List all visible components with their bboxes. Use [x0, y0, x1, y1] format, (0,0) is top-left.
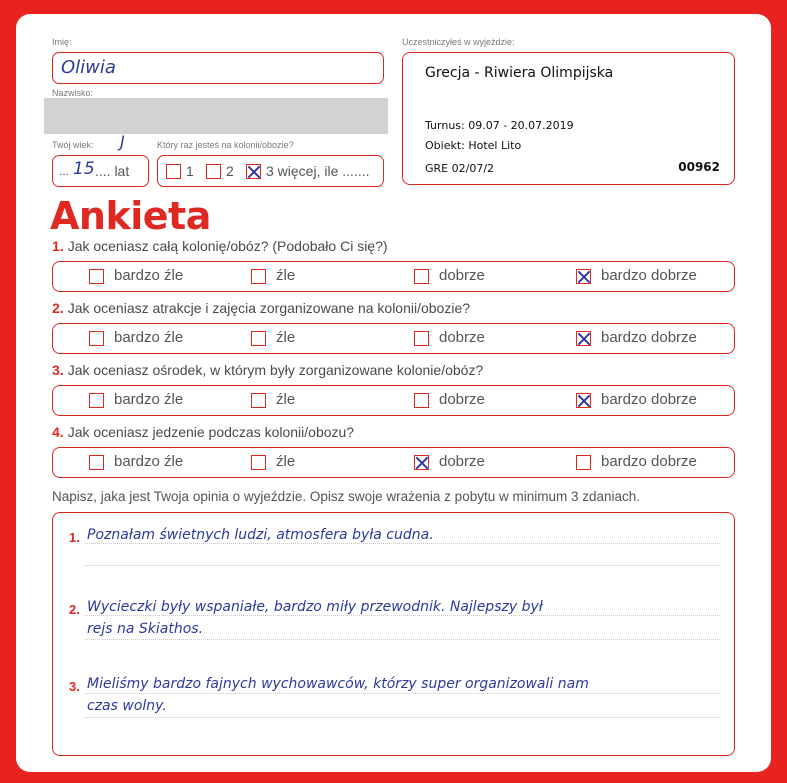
answer-2-line: rejs na Skiathos. [87, 621, 204, 637]
age-suffix: .... lat [95, 163, 130, 179]
camp-count-option-2: 2 [226, 163, 234, 179]
age-scribble: J [120, 132, 125, 151]
opinion-prompt: Napisz, jaka jest Twoja opinia o wyjeździe. Opisz swoje wrażenia z pobytu w minimum 3 zdaniach. [52, 489, 641, 504]
ruled-line [85, 693, 720, 694]
rating-checkbox[interactable] [414, 331, 429, 346]
question-label: Jak oceniasz jedzenie podczas kolonii/obozu? [67, 424, 355, 440]
ruled-line [85, 639, 720, 640]
rating-checkbox[interactable] [414, 393, 429, 408]
trip-ref: GRE 02/07/2 [425, 162, 495, 175]
rating-checkbox[interactable] [576, 455, 591, 470]
question-label: Jak oceniasz ośrodek, w którym były zorganizowane kolonie/obóz? [67, 362, 484, 378]
ruled-line [85, 615, 720, 616]
rating-checkbox[interactable] [414, 269, 429, 284]
question-number: 4. [52, 424, 64, 440]
question-label: Jak oceniasz całą kolonię/obóz? (Podobało Ci się?) [67, 238, 388, 254]
trip-info-box [402, 52, 735, 185]
answer-number: 3. [69, 679, 80, 694]
name-field[interactable] [52, 52, 384, 84]
age-prefix: ... [59, 164, 70, 178]
question-label: Jak oceniasz atrakcje i zajęcia zorganizowane na kolonii/obozie? [67, 300, 471, 316]
camp-count-field [157, 155, 384, 187]
rating-option-label: dobrze [439, 329, 485, 346]
rating-option-label: źle [276, 329, 296, 346]
survey-title: Ankieta [50, 194, 211, 238]
age-field[interactable] [52, 155, 149, 187]
rating-option-label: bardzo źle [114, 391, 184, 408]
question-number: 3. [52, 362, 64, 378]
rating-checkbox[interactable] [89, 393, 104, 408]
rating-checkbox[interactable] [251, 393, 266, 408]
question-1-text [52, 238, 388, 254]
name-value: Oliwia [61, 57, 116, 78]
camp-count-checkbox-3[interactable] [246, 164, 261, 179]
answer-3-line: czas wolny. [87, 698, 167, 714]
rating-checkbox[interactable] [576, 393, 591, 408]
question-4-text [52, 424, 354, 440]
ruled-line [85, 565, 720, 566]
rating-option-label: bardzo dobrze [601, 267, 697, 284]
rating-option-label: bardzo dobrze [601, 329, 697, 346]
rating-option-label: dobrze [439, 391, 485, 408]
rating-checkbox[interactable] [251, 331, 266, 346]
rating-checkbox[interactable] [89, 269, 104, 284]
question-3-options [52, 385, 735, 416]
age-value: 15 [73, 159, 95, 179]
answer-3-line: Mieliśmy bardzo fajnych wychowawców, którzy super organizowali nam [87, 676, 589, 692]
answer-2-line: Wycieczki były wspaniałe, bardzo miły przewodnik. Najlepszy był [87, 599, 543, 615]
rating-checkbox[interactable] [414, 455, 429, 470]
age-label: Twój wiek: [52, 140, 94, 150]
surname-redaction [44, 98, 388, 134]
surname-label: Nazwisko: [52, 88, 94, 98]
answer-number: 1. [69, 530, 80, 545]
name-label: Imię: [52, 37, 72, 47]
answer-1-line: Poznałam świetnych ludzi, atmosfera była cudna. [87, 527, 434, 543]
camp-count-option-3: 3 więcej, ile ....... [266, 163, 370, 179]
camp-count-option-1: 1 [186, 163, 194, 179]
trip-obiekt: Obiekt: Hotel Lito [425, 139, 522, 152]
trip-title: Grecja - Riwiera Olimpijska [425, 65, 614, 81]
question-2-text [52, 300, 470, 316]
rating-option-label: dobrze [439, 453, 485, 470]
participant-label: Uczestniczyłeś w wyjeździe: [402, 37, 515, 47]
question-2-options [52, 323, 735, 354]
camp-count-label: Który raz jesteś na kolonii/obozie? [157, 140, 294, 150]
opinion-answer-box[interactable] [52, 512, 735, 756]
question-4-options [52, 447, 735, 478]
trip-turnus: Turnus: 09.07 - 20.07.2019 [425, 119, 574, 132]
survey-sheet [16, 14, 771, 772]
ruled-line [85, 543, 720, 544]
rating-option-label: bardzo dobrze [601, 391, 697, 408]
rating-checkbox[interactable] [89, 455, 104, 470]
rating-option-label: źle [276, 453, 296, 470]
trip-code: 00962 [678, 160, 720, 174]
question-1-options [52, 261, 735, 292]
rating-checkbox[interactable] [89, 331, 104, 346]
rating-checkbox[interactable] [576, 331, 591, 346]
camp-count-checkbox-1[interactable] [166, 164, 181, 179]
rating-option-label: źle [276, 391, 296, 408]
rating-option-label: bardzo źle [114, 453, 184, 470]
rating-checkbox[interactable] [576, 269, 591, 284]
rating-option-label: bardzo dobrze [601, 453, 697, 470]
question-number: 1. [52, 238, 64, 254]
ruled-line [85, 717, 720, 718]
rating-option-label: dobrze [439, 267, 485, 284]
rating-option-label: źle [276, 267, 296, 284]
camp-count-checkbox-2[interactable] [206, 164, 221, 179]
rating-checkbox[interactable] [251, 269, 266, 284]
rating-option-label: bardzo źle [114, 267, 184, 284]
answer-number: 2. [69, 602, 80, 617]
rating-option-label: bardzo źle [114, 329, 184, 346]
rating-checkbox[interactable] [251, 455, 266, 470]
question-number: 2. [52, 300, 64, 316]
question-3-text [52, 362, 483, 378]
